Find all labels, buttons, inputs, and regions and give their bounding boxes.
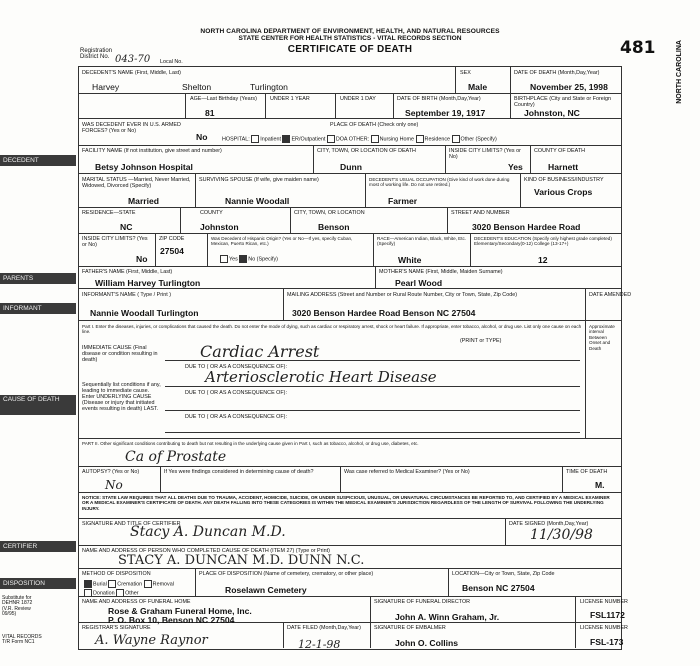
residence-state-value: NC	[120, 222, 133, 232]
method-options-1: Burial Cremation Removal	[84, 580, 174, 588]
row-line	[78, 568, 621, 569]
col-line	[393, 93, 394, 118]
place-of-disposition-value: Roselawn Cemetery	[225, 585, 307, 595]
father-label: FATHER'S NAME (First, Middle, Last)	[82, 269, 173, 275]
residence-city-label: CITY, TOWN, OR LOCATION	[294, 210, 365, 216]
part2-value: Ca of Prostate	[125, 449, 227, 465]
education-value: 12	[538, 255, 548, 265]
removal-checkbox[interactable]	[144, 580, 152, 588]
under-1-year-label: UNDER 1 YEAR	[270, 96, 310, 102]
sequential-label: Sequentially list conditions if any, leading to immediate cause. Enter UNDERLYING CAUSE (Disease or injury that initiated events resulting in death) LAST.	[82, 382, 161, 412]
row-line	[78, 233, 621, 234]
row-line	[78, 93, 621, 94]
col-line	[283, 288, 284, 320]
business-label: KIND OF BUSINESS/INDUSTRY	[524, 177, 604, 183]
residence-county-value: Johnston	[200, 222, 239, 232]
dept-heading: NORTH CAROLINA DEPARTMENT OF ENVIRONMENT, HEALTH, AND NATURAL RESOURCES	[200, 28, 500, 35]
decedent-middle-name: Shelton	[182, 82, 212, 92]
sidebar-cause: CAUSE OF DEATH	[0, 395, 76, 415]
row-line	[78, 118, 621, 119]
date-amended-label: DATE AMENDED	[589, 292, 632, 298]
hispanic-label: Was Decedent of Hispanic Origin? (Yes or No—If yes, specify Cuban, Mexican, Puerto Rican, etc.)	[211, 236, 353, 247]
col-line	[510, 66, 511, 93]
part1-instructions: Part I. Enter the diseases, injuries, or complications that caused the death. Do not enter the mode of dying, such as cardiac or respiratory arrest, shock or heart failure. If appropriate, enter tobacco, alcohol, or drug use. List only one cause on each line.	[82, 324, 582, 335]
sex-value: Male	[468, 82, 488, 92]
date-signed-label: DATE SIGNED (Month,Day,Year)	[509, 521, 589, 527]
city-of-death-value: Dunn	[340, 162, 362, 172]
race-label: RACE—American Indian, Black, White, Etc. (Specify)	[377, 236, 467, 247]
residence-inside-label: INSIDE CITY LIMITS? (Yes or No)	[82, 236, 148, 248]
due-to-label-d: DUE TO ( OR AS A CONSEQUENCE OF):	[185, 414, 287, 420]
funeral-home-name: Rose & Graham Funeral Home, Inc.	[108, 606, 252, 616]
medical-examiner-notice: NOTICE: STATE LAW REQUIRES THAT ALL DEATHS DUE TO TRAUMA, ACCIDENT, HOMICIDE, SUICIDE, OR UNDER SUSPICIOUS, UNUSUAL, OR UNNATURAL CIRCUMSTANCES BE REPORTED TO, AND CERTIFIED BY A MEDICAL EXAMINER OR A MEDICAL EXAMINER'S CERTIFICATE OF DEATH. ANY DEATH FALLING INTO THESE CATEGORIES IS WITHIN THE MEDICAL EXAMINER'S JURISDICTION REGARDLESS OF THE LENGTH OF SURVIVAL FOLLOWING THE UNDERLYING INJURY.	[82, 495, 610, 511]
time-of-death-label: TIME OF DEATH	[566, 469, 608, 475]
col-line	[283, 622, 284, 648]
inpatient-checkbox[interactable]	[251, 135, 259, 143]
col-line	[365, 173, 366, 207]
col-line	[562, 466, 563, 492]
row-line	[78, 266, 621, 267]
completer-label: NAME AND ADDRESS OF PERSON WHO COMPLETED CAUSE OF DEATH (ITEM 27) (Type or Print)	[82, 548, 330, 554]
burial-checkbox[interactable]	[84, 580, 92, 588]
embalmer-label: SIGNATURE OF EMBALMER	[374, 625, 446, 631]
col-line	[340, 466, 341, 492]
registrar-label: REGISTRAR'S SIGNATURE	[82, 625, 151, 631]
col-line	[470, 233, 471, 266]
row-line	[78, 320, 621, 321]
age-value: 81	[205, 108, 215, 118]
col-line	[195, 568, 196, 596]
row-line	[78, 545, 621, 546]
col-line	[207, 233, 208, 266]
license-label-1: LICENSE NUMBER	[580, 599, 628, 605]
county-of-death-value: Harnett	[548, 162, 579, 172]
col-line	[520, 173, 521, 207]
spouse-value: Nannie Woodall	[225, 196, 290, 206]
hispanic-yes-checkbox[interactable]	[220, 255, 228, 263]
place-of-death-label: PLACE OF DEATH (Check only one)	[330, 122, 419, 128]
date-of-death-label: DATE OF DEATH (Month,Day,Year)	[514, 70, 600, 76]
funeral-home-address: P. O. Box 10, Benson NC 27504	[108, 615, 235, 625]
col-line	[530, 145, 531, 173]
inside-city-label: INSIDE CITY LIMITS? (Yes or No)	[449, 148, 521, 160]
sidebar-parents: PARENTS	[0, 273, 76, 284]
registration-district-label: Registration District No.	[80, 48, 113, 60]
col-line	[505, 518, 506, 545]
mother-value: Pearl Wood	[395, 278, 443, 288]
place-of-death-options: HOSPITAL: Inpatient ER/Outpatient DOA OTHER: Nursing Home Residence Other (Specify)	[222, 136, 497, 143]
marital-status-value: Married	[128, 196, 160, 206]
row-line	[78, 596, 621, 597]
cause-line-b	[165, 386, 580, 387]
sidebar-decedent: DECEDENT	[0, 155, 76, 166]
facility-value: Betsy Johnson Hospital	[95, 162, 193, 172]
certifier-signature: Stacy A. Duncan M.D.	[130, 524, 286, 540]
residence-state-label: RESIDENCE—STATE	[82, 210, 136, 216]
under-1-day-label: UNDER 1 DAY	[340, 96, 376, 102]
disposition-location-label: LOCATION—City or Town, State, Zip Code	[452, 571, 555, 577]
informant-address-value: 3020 Benson Hardee Road Benson NC 27504	[292, 308, 476, 318]
license-value-2: FSL-173	[590, 637, 624, 647]
funeral-director-label: SIGNATURE OF FUNERAL DIRECTOR	[374, 599, 471, 605]
date-of-death-value: November 25, 1998	[530, 82, 608, 92]
decedent-name-label: DECEDENT'S NAME (First, Middle, Last)	[82, 70, 181, 76]
education-label: DECEDENT'S EDUCATION (Specify only highest grade completed) Elementary/Secondary(0-12) College (13-17+)	[474, 236, 612, 247]
vital-records-note: VITAL RECORDS T/R Form NC1	[2, 634, 42, 646]
embalmer-value: John O. Collins	[395, 638, 459, 648]
zip-label: ZIP CODE	[159, 236, 185, 242]
col-line	[375, 266, 376, 288]
license-label-2: LICENSE NUMBER	[580, 625, 628, 631]
date-filed-value: 12-1-98	[298, 638, 341, 651]
certificate-number: 481	[620, 38, 656, 58]
license-value-1: FSL1172	[590, 610, 625, 620]
other-checkbox[interactable]	[452, 135, 460, 143]
residence-county-label: COUNTY	[200, 210, 223, 216]
due-to-label-b: DUE TO ( OR AS A CONSEQUENCE OF):	[185, 364, 287, 370]
col-line	[265, 93, 266, 118]
col-line	[575, 596, 576, 648]
center-heading: STATE CENTER FOR HEALTH STATISTICS - VITAL RECORDS SECTION	[238, 35, 462, 42]
street-value: 3020 Benson Hardee Road	[472, 222, 581, 232]
birthplace-label: BIRTHPLACE (City and State or Foreign Country)	[514, 96, 611, 108]
birthplace-value: Johnston, NC	[524, 108, 580, 118]
certificate-title: CERTIFICATE OF DEATH	[287, 44, 413, 55]
row-line	[78, 492, 621, 493]
interval-label: Approximate interval Between Onset and Death	[589, 324, 615, 351]
local-no-label: Local No.	[160, 59, 183, 65]
col-line	[335, 93, 336, 118]
col-line	[185, 93, 186, 118]
col-line	[155, 233, 156, 266]
medical-examiner-label: Was case referred to Medical Examiner? (Yes or No)	[344, 469, 470, 475]
findings-label: If Yes were findings considered in determining cause of death?	[164, 469, 314, 475]
date-of-birth-label: DATE OF BIRTH (Month,Day,Year)	[397, 96, 481, 102]
business-value: Various Crops	[534, 187, 593, 197]
col-line	[373, 233, 374, 266]
col-line	[313, 145, 314, 173]
col-line	[180, 207, 181, 233]
father-value: William Harvey Turlington	[95, 278, 201, 288]
facility-label: FACILITY NAME (If not institution, give street and number)	[82, 148, 222, 154]
cause-line-d	[165, 432, 580, 433]
sidebar-disposition: DISPOSITION	[0, 578, 76, 589]
residence-inside-value: No	[136, 254, 148, 264]
age-label: AGE—Last Birthday (Years)	[190, 96, 257, 102]
county-of-death-label: COUNTY OF DEATH	[534, 148, 586, 154]
sidebar-certifier: CERTIFIER	[0, 541, 76, 552]
immediate-cause-label: IMMEDIATE CAUSE (Final disease or condition resulting in death)	[82, 345, 158, 363]
decedent-first-name: Harvey	[92, 82, 120, 92]
residence-checkbox[interactable]	[416, 135, 424, 143]
funeral-home-label: NAME AND ADDRESS OF FUNERAL HOME	[82, 599, 191, 605]
disposition-location-value: Benson NC 27504	[462, 583, 535, 593]
decedent-last-name: Turlington	[250, 82, 288, 92]
col-line	[160, 466, 161, 492]
row-line	[78, 438, 621, 439]
right-side-vertical-text: NORTH CAROLINA	[676, 40, 683, 104]
due-to-label-c: DUE TO ( OR AS A CONSEQUENCE OF):	[185, 390, 287, 396]
col-line	[447, 207, 448, 233]
time-of-death-value: M.	[595, 480, 605, 490]
print-or-type: (PRINT or TYPE)	[460, 338, 502, 344]
due-to-value-b: Arteriosclerotic Heart Disease	[205, 368, 437, 386]
cause-line-c	[165, 410, 580, 411]
donation-checkbox[interactable]	[84, 589, 92, 597]
mother-label: MOTHER'S NAME (First, Middle, Maiden Surname)	[379, 269, 503, 275]
occupation-label: DECEDENT'S USUAL OCCUPATION (Give kind of work done during most of working life. Do not use retired.)	[369, 177, 510, 188]
inside-city-value: Yes	[508, 162, 523, 172]
method-options-2: Donation Other	[84, 589, 139, 597]
certifier-signature-label: SIGNATURE AND TITLE OF CERTIFIER	[82, 521, 181, 527]
row-line	[78, 207, 621, 208]
race-value: White	[398, 255, 422, 265]
armed-forces-value: No	[196, 132, 208, 142]
substitute-note: Substitute for DEHNR 1872 (V.R. Review 09/95)	[2, 595, 33, 618]
marital-status-label: MARITAL STATUS —Married, Never Married, Widowed, Divorced (Specify)	[82, 177, 191, 189]
funeral-director-value: John A. Winn Graham, Jr.	[395, 612, 500, 622]
er-outpatient-checkbox[interactable]	[282, 135, 290, 143]
cremation-checkbox[interactable]	[108, 580, 116, 588]
informant-name-value: Nannie Woodall Turlington	[90, 308, 199, 318]
row-line	[78, 518, 621, 519]
col-line	[585, 320, 586, 438]
part2-label: PART II. Other significant conditions contributing to death but not resulting in the underlying cause given in Part I, such as tobacco, alcohol, or drug use, diabetes, etc.	[82, 441, 419, 446]
hispanic-options: Yes No (Specify)	[220, 255, 278, 263]
col-line	[370, 596, 371, 648]
other-method-checkbox[interactable]	[116, 589, 124, 597]
place-of-disposition-label: PLACE OF DISPOSITION (Name of cemetery, crematory, or other place)	[199, 571, 374, 577]
registration-district-value: 043-70	[115, 54, 151, 65]
registrar-signature: A. Wayne Raynor	[95, 633, 208, 648]
col-line	[510, 93, 511, 118]
date-filed-label: DATE FILED (Month,Day,Year)	[287, 625, 361, 631]
doa-checkbox[interactable]	[327, 135, 335, 143]
col-line	[195, 173, 196, 207]
row-line	[78, 173, 621, 174]
informant-name-label: INFORMANT'S NAME ( Type / Print )	[82, 292, 171, 298]
zip-value: 27504	[160, 246, 184, 256]
street-label: STREET AND NUMBER	[451, 210, 510, 216]
immediate-cause-value: Cardiac Arrest	[200, 342, 320, 361]
city-of-death-label: CITY, TOWN, OR LOCATION OF DEATH	[317, 148, 416, 154]
autopsy-label: AUTOPSY? (Yes or No)	[82, 469, 140, 475]
completer-value: STACY A. DUNCAN M.D. DUNN N.C.	[118, 553, 365, 568]
date-signed-value: 11/30/98	[530, 527, 593, 543]
sidebar-informant: INFORMANT	[0, 303, 76, 314]
spouse-label: SURVIVING SPOUSE (If wife, give maiden name)	[199, 177, 319, 183]
occupation-value: Farmer	[388, 196, 418, 206]
row-line	[78, 145, 621, 146]
col-line	[290, 207, 291, 233]
col-line	[455, 66, 456, 93]
armed-forces-label: WAS DECEDENT EVER IN U.S. ARMED FORCES? (Yes or No)	[82, 122, 181, 134]
residence-city-value: Benson	[318, 222, 350, 232]
col-line	[585, 288, 586, 320]
autopsy-value: No	[105, 478, 123, 492]
method-label: METHOD OF DISPOSITION	[82, 571, 151, 577]
hispanic-no-checkbox[interactable]	[239, 255, 247, 263]
nursing-home-checkbox[interactable]	[371, 135, 379, 143]
sex-label: SEX	[460, 70, 471, 76]
col-line	[445, 145, 446, 173]
informant-address-label: MAILING ADDRESS (Street and Number or Rural Route Number, City or Town, State, Zip Code)	[287, 292, 517, 298]
date-of-birth-value: September 19, 1917	[405, 108, 486, 118]
row-line	[78, 288, 621, 289]
col-line	[448, 568, 449, 596]
